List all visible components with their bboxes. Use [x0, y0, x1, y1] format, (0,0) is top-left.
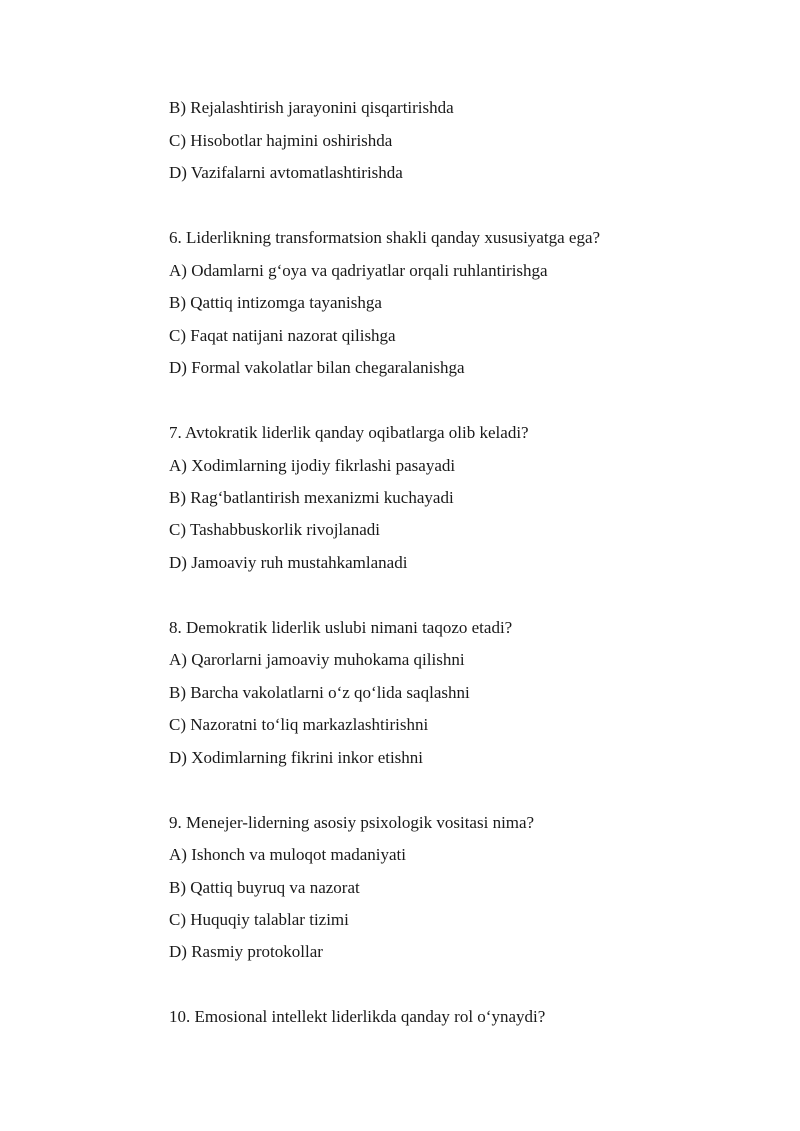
option-line: C) Huquqiy talablar tizimi: [169, 910, 349, 929]
option-line: B) Qattiq intizomga tayanishga: [169, 293, 382, 312]
question-text: 8. Demokratik liderlik uslubi nimani taqozo etadi?: [169, 618, 513, 637]
option-line: C) Faqat natijani nazorat qilishga: [169, 326, 396, 345]
option-line: B) Rejalashtirish jarayonini qisqartirishda: [169, 98, 454, 117]
option-line: A) Odamlarni g‘oya va qadriyatlar orqali ruhlantirishga: [169, 261, 548, 280]
option-line: C) Tashabbuskorlik rivojlanadi: [169, 520, 380, 539]
option-line: C) Nazoratni to‘liq markazlashtirishni: [169, 715, 429, 734]
option-line: B) Qattiq buyruq va nazorat: [169, 878, 360, 897]
question-text: 7. Avtokratik liderlik qanday oqibatlarga olib keladi?: [169, 423, 529, 442]
question-text: 9. Menejer-liderning asosiy psixologik vositasi nima?: [169, 813, 535, 832]
option-line: D) Jamoaviy ruh mustahkamlanadi: [169, 553, 408, 572]
option-line: A) Xodimlarning ijodiy fikrlashi pasayadi: [169, 456, 456, 475]
option-line: D) Formal vakolatlar bilan chegaralanishga: [169, 358, 465, 377]
option-line: D) Xodimlarning fikrini inkor etishni: [169, 748, 424, 767]
option-line: A) Ishonch va muloqot madaniyati: [169, 845, 407, 864]
option-line: A) Qarorlarni jamoaviy muhokama qilishni: [169, 650, 465, 669]
option-line: B) Barcha vakolatlarni o‘z qo‘lida saqlashni: [169, 683, 470, 702]
option-line: B) Rag‘batlantirish mexanizmi kuchayadi: [169, 488, 454, 507]
question-text: 6. Liderlikning transformatsion shakli qanday xususiyatga ega?: [169, 228, 601, 247]
option-line: C) Hisobotlar hajmini oshirishda: [169, 131, 393, 150]
question-text: 10. Emosional intellekt liderlikda qanday rol o‘ynaydi?: [169, 1007, 546, 1026]
option-line: D) Rasmiy protokollar: [169, 942, 323, 961]
option-line: D) Vazifalarni avtomatlashtirishda: [169, 163, 403, 182]
